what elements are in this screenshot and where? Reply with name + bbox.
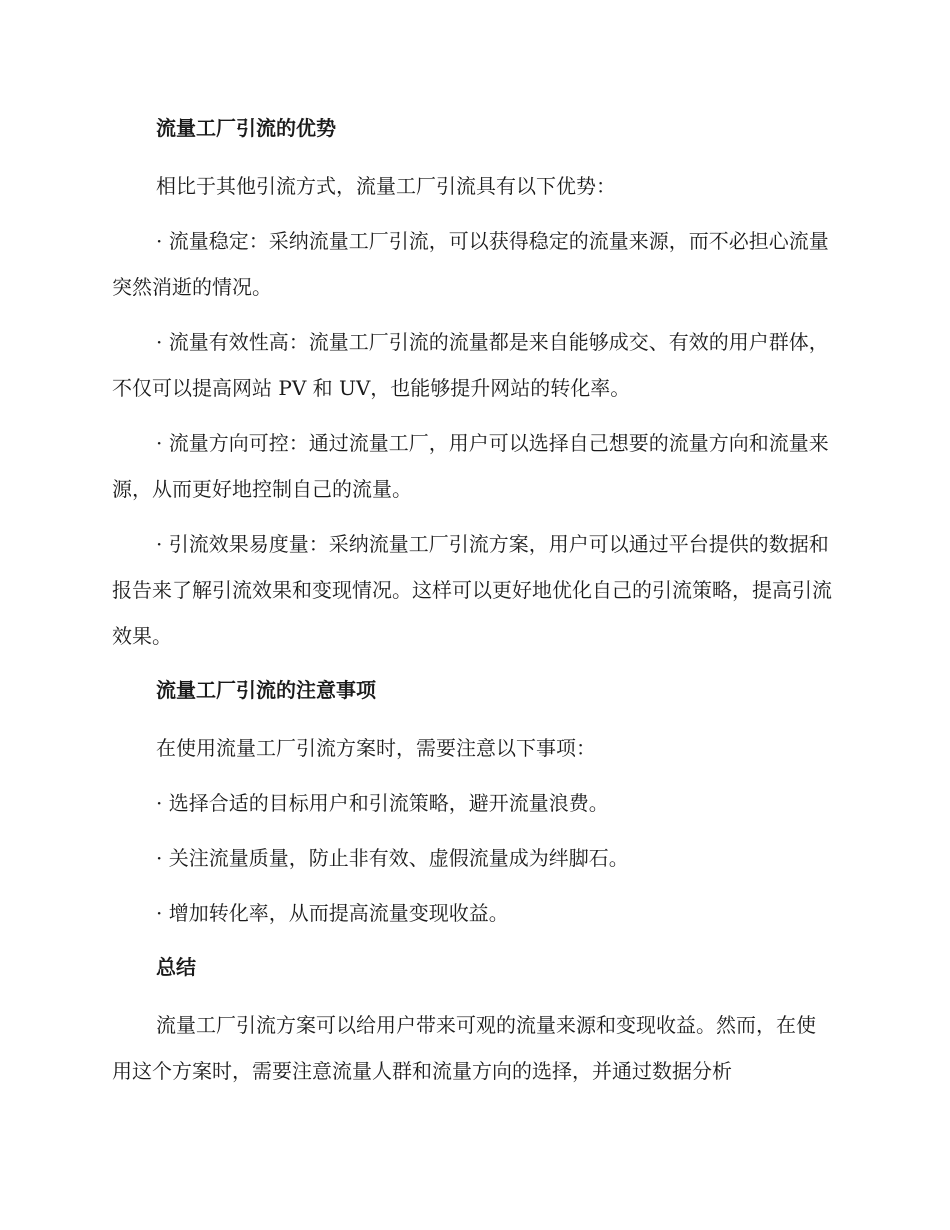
section-heading-advantages: 流量工厂引流的优势	[156, 116, 336, 140]
bullet-target-users: · 选择合适的目标用户和引流策略，避开流量浪费。	[156, 791, 609, 815]
section-heading-precautions: 流量工厂引流的注意事项	[156, 678, 376, 702]
bullet-traffic-quality: · 关注流量质量，防止非有效、虚假流量成为绊脚石。	[156, 846, 629, 870]
paragraph-intro-precautions: 在使用流量工厂引流方案时，需要注意以下事项：	[156, 736, 596, 760]
bullet-controllable-direction: · 流量方向可控：通过流量工厂，用户可以选择自己想要的流量方向和流量来源，从而更好地控制自己的流量。	[112, 431, 829, 501]
bullet-measurable-effect: · 引流效果易度量：采纳流量工厂引流方案，用户可以通过平台提供的数据和报告来了解引流效果和变现情况。这样可以更好地优化自己的引流策略，提高引流效果。	[112, 532, 832, 648]
bullet-stable-traffic: · 流量稳定：采纳流量工厂引流，可以获得稳定的流量来源，而不必担心流量突然消逝的情况。	[112, 229, 829, 299]
bullet-effective-traffic: · 流量有效性高：流量工厂引流的流量都是来自能够成交、有效的用户群体，不仅可以提高网站 PV 和 UV，也能够提升网站的转化率。	[112, 330, 829, 400]
paragraph-summary: 流量工厂引流方案可以给用户带来可观的流量来源和变现收益。然而，在使用这个方案时，需要注意流量人群和流量方向的选择，并通过数据分析	[112, 1013, 816, 1083]
bullet-conversion-rate: · 增加转化率，从而提高流量变现收益。	[156, 901, 509, 925]
document-body	[112, 108, 834, 1094]
section-heading-summary: 总结	[156, 955, 196, 979]
paragraph-intro-advantages: 相比于其他引流方式，流量工厂引流具有以下优势：	[156, 174, 616, 198]
